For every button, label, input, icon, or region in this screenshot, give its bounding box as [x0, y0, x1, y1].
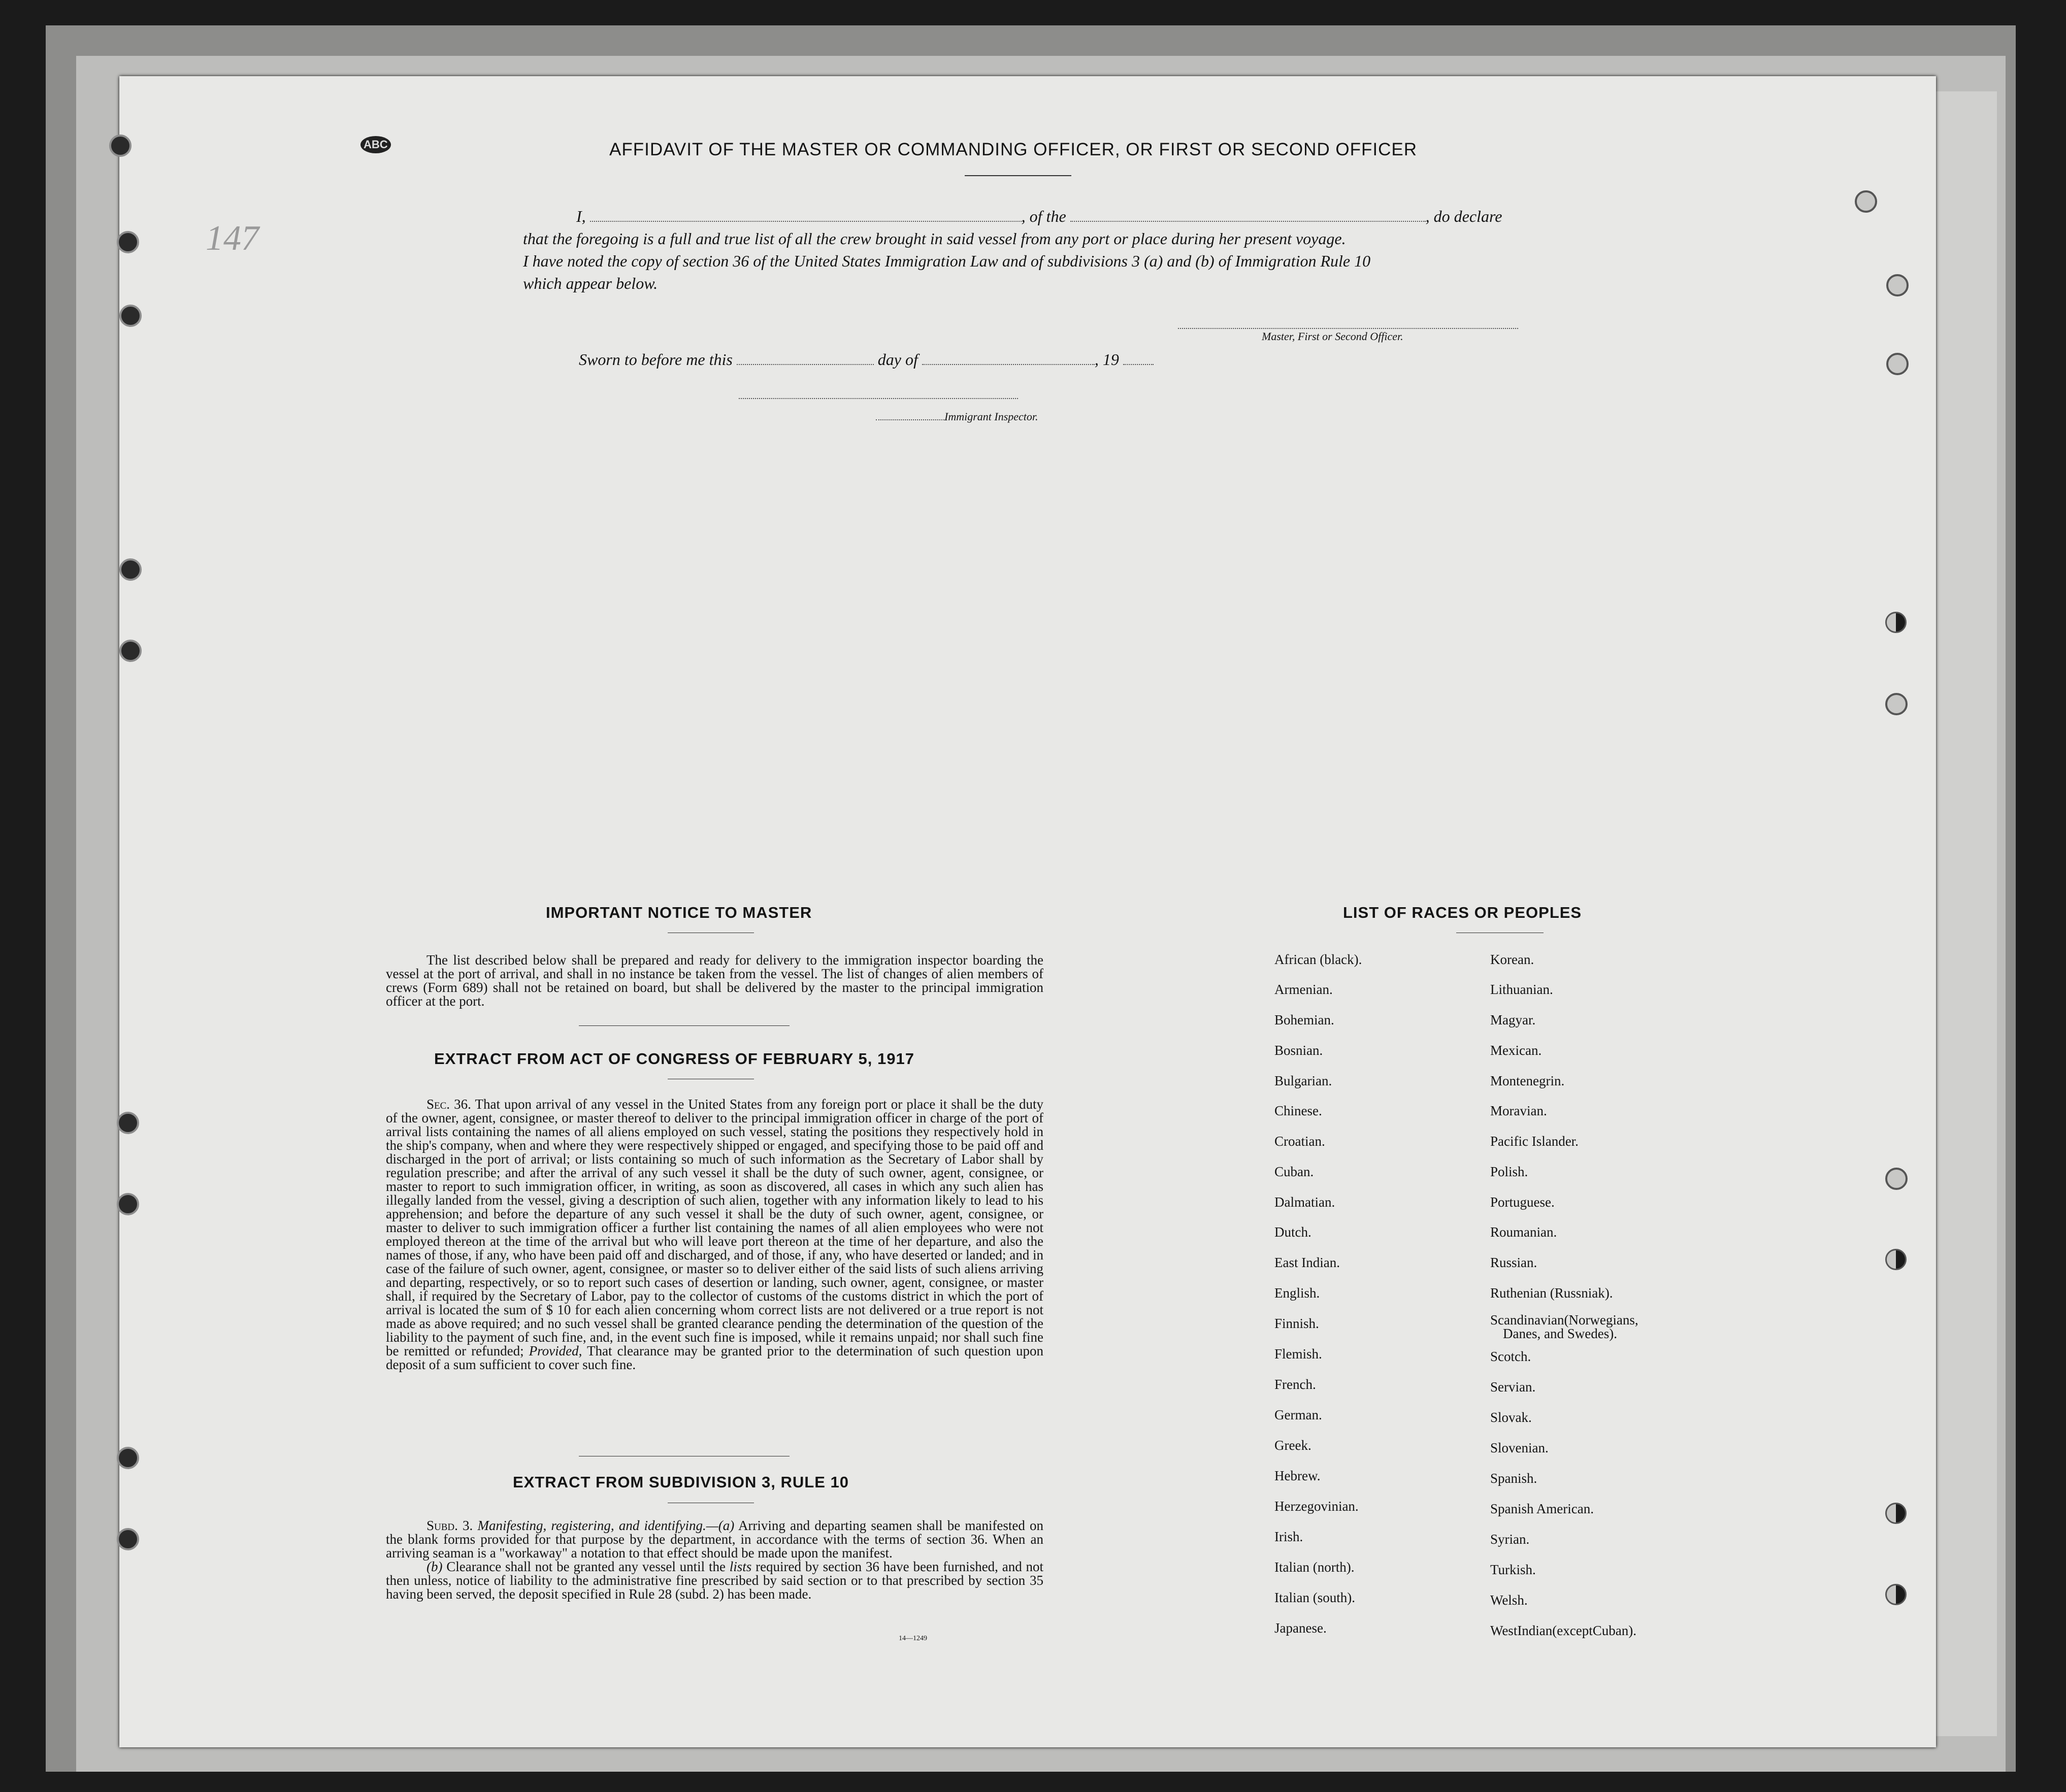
race-item: Turkish.: [1490, 1562, 1536, 1577]
race-item: Slovak.: [1490, 1410, 1532, 1425]
race-item: Italian (north).: [1274, 1559, 1355, 1575]
binder-hole-icon: [119, 640, 142, 662]
affidavit-line1: [576, 207, 1502, 226]
binder-hole-icon: [1885, 1584, 1907, 1605]
race-item: English.: [1274, 1285, 1320, 1301]
binder-hole-icon: [117, 1528, 139, 1550]
race-item: Lithuanian.: [1490, 982, 1553, 997]
rule-title: EXTRACT FROM SUBDIVISION 3, RULE 10: [513, 1473, 849, 1491]
races-title: LIST OF RACES OR PEOPLES: [1343, 904, 1582, 921]
binder-hole-icon: [1885, 1249, 1907, 1270]
act-sec-label: Sec. 36.: [427, 1097, 471, 1112]
race-item: Bosnian.: [1274, 1043, 1323, 1058]
form-number: 14—1249: [899, 1635, 927, 1642]
race-item: Russian.: [1490, 1255, 1537, 1270]
race-item: French.: [1274, 1377, 1316, 1392]
race-item: Mexican.: [1490, 1043, 1542, 1058]
rule-text: [386, 1519, 1043, 1601]
race-item: Welsh.: [1490, 1592, 1528, 1608]
race-item: Italian (south).: [1274, 1590, 1355, 1605]
race-item: Montenegrin.: [1490, 1073, 1565, 1088]
race-item: Roumanian.: [1490, 1224, 1557, 1240]
act-body-end: That clearance may be granted prior to the determination of such question upon deposit of a sum sufficient to cover such fine.: [386, 1343, 1044, 1372]
race-item: Ruthenian (Russniak).: [1490, 1285, 1613, 1301]
race-item: WestIndian(exceptCuban).: [1490, 1623, 1636, 1638]
race-item: Bohemian.: [1274, 1012, 1334, 1027]
race-item: Magyar.: [1490, 1012, 1536, 1027]
affidavit-i-label: I,: [576, 207, 586, 225]
race-item: Spanish.: [1490, 1471, 1537, 1486]
sworn-year-label: , 19: [1094, 350, 1119, 369]
race-item: East Indian.: [1274, 1255, 1340, 1270]
race-item: Korean.: [1490, 952, 1534, 967]
race-item: Portuguese.: [1490, 1194, 1555, 1210]
race-item: Bulgarian.: [1274, 1073, 1332, 1088]
race-item: Armenian.: [1274, 982, 1333, 997]
race-item: Croatian.: [1274, 1134, 1325, 1149]
race-item: Japanese.: [1274, 1620, 1327, 1636]
binder-hole-icon: [1885, 1168, 1908, 1190]
manifest-page: [119, 76, 1936, 1747]
affidavit-declare-label: , do declare: [1425, 207, 1502, 225]
divider: [579, 1025, 790, 1026]
binder-hole-icon: [117, 1112, 139, 1134]
binder-hole-icon: [1886, 353, 1909, 375]
rule-paragraph-a: [386, 1519, 1043, 1560]
race-item: Scotch.: [1490, 1349, 1531, 1364]
sworn-line: [579, 350, 1154, 369]
affidavit-of-label: , of the: [1021, 207, 1066, 225]
binder-hole-icon: [117, 1193, 139, 1215]
rule-subd-heading: Manifesting, registering, and identifying.—(a): [477, 1518, 735, 1533]
race-item: Greek.: [1274, 1438, 1311, 1453]
act-provided-label: Provided,: [529, 1343, 582, 1358]
race-item: Hebrew.: [1274, 1468, 1321, 1483]
affidavit-line2: that the foregoing is a full and true list of all the crew brought in said vessel from any port or place during her present voyage.: [523, 229, 1346, 248]
affidavit-line4: which appear below.: [523, 274, 658, 292]
rule-b-label: (b): [427, 1559, 443, 1574]
sworn-prefix: Sworn to before me this: [579, 350, 733, 369]
race-item: Polish.: [1490, 1164, 1528, 1179]
race-item: Flemish.: [1274, 1346, 1322, 1362]
race-item: Dalmatian.: [1274, 1194, 1335, 1210]
notice-paragraph: The list described below shall be prepared and ready for delivery to the immigration inspector boarding the vessel at the port of arrival, and shall in no instance be taken from the vessel. The list of changes of alien members of crews (Form 689) shall not be retained on board, but shall be delivered by the master to the principal immigration officer at the port.: [386, 952, 1043, 1009]
officer-name-field[interactable]: [590, 212, 1022, 222]
race-item: Irish.: [1274, 1529, 1303, 1544]
binder-hole-icon: [117, 1447, 139, 1469]
race-item: Moravian.: [1490, 1103, 1547, 1118]
binder-hole-icon: [1885, 612, 1907, 633]
race-item: Dutch.: [1274, 1224, 1311, 1240]
rule-text-b-lists: lists: [729, 1559, 752, 1574]
binder-hole-icon: [1855, 190, 1877, 213]
race-item-continuation: Danes, and Swedes).: [1503, 1326, 1617, 1341]
rule-subd-label: Subd. 3.: [427, 1518, 473, 1533]
binder-hole-icon: [119, 305, 142, 327]
act-text: [386, 1098, 1043, 1372]
races-list: [1274, 952, 1731, 1642]
race-item: Scandinavian(Norwegians,: [1490, 1312, 1638, 1328]
notice-text: [386, 953, 1043, 1008]
binder-hole-icon: [1885, 693, 1908, 715]
sworn-day-field[interactable]: [737, 355, 874, 365]
divider: [965, 175, 1071, 176]
act-title: EXTRACT FROM ACT OF CONGRESS OF FEBRUARY 5, 1917: [434, 1050, 914, 1068]
race-item: Herzegovinian.: [1274, 1499, 1359, 1514]
inspector-signature-field[interactable]: [739, 389, 1018, 399]
race-item: German.: [1274, 1407, 1322, 1422]
notice-title: IMPORTANT NOTICE TO MASTER: [546, 904, 812, 921]
race-item: Cuban.: [1274, 1164, 1314, 1179]
binder-hole-icon: [117, 231, 139, 253]
rule-text-a: Arriving and departing seamen shall be manifested on the blank forms provided for that purpose by the department, in accordance with the terms of section 36. When an arriving seaman is a "workaway" a notation to that effect should be made upon the manifest.: [386, 1518, 1044, 1561]
binder-hole-icon: [109, 135, 132, 157]
page-right-edge: [1936, 91, 1997, 1736]
signature-field[interactable]: [1178, 319, 1518, 329]
binder-hole-icon: [119, 558, 142, 581]
inspector-line: [876, 410, 1038, 423]
race-item: Finnish.: [1274, 1316, 1319, 1331]
rule-paragraph-b: [386, 1560, 1043, 1601]
act-body: That upon arrival of any vessel in the United States from any foreign port or place it shall be the duty of the owner, agent, consignee, or master thereof to deliver to the principal immigration officer in charge of the port of arrival lists containing the names of all aliens employed on such vessel, stating the positions they respectively hold in the ship's company, when and where they were respectively shipped or engaged, and specifying those to be paid off and discharged in the port of arrival; or lists containing so much of such information as the Secretary of Labor shall by regulation prescribe; and after the arrival of any such vessel it shall be the duty of such owner, agent, consignee, or master to report to such immigration officer, in writing, as soon as discovered, all cases in which any such alien has illegally landed from the vessel, giving a description of such alien, together with any information likely to lead to his apprehension; and before the departure of any such vessel it shall be the duty of such owner, agent, consignee, or master to deliver to such immigration officer a further list containing the names of all alien employees who were not employed thereon at the time of the arrival but who will leave port thereon at the time of her departure, and also the names of those, if any, who have been paid off and discharged, and of those, if any, who have deserted or landed; and in case of the failure of such owner, agent, consignee, or master so to deliver either of the said lists of such aliens arriving and departing, respectively, or so to report such cases of desertion or landing, such owner, agent, consignee, or master shall, if required by the Secretary of Labor, pay to the collector of customs of the customs district in which the port of arrival is located the sum of $ 10 for each alien concerning whom correct lists are not delivered or a true report is not made as above required; and no such vessel shall be granted clearance pending the determination of the question of the liability to the payment of such fine, and, in the event such fine is imposed, while it remains unpaid; nor shall such fine be remitted or refunded;: [386, 1097, 1044, 1358]
race-item: Servian.: [1490, 1379, 1536, 1395]
affidavit-line3: I have noted the copy of section 36 of the United States Immigration Law and of subdivisions 3 (a) and (b) of Immigration Rule 10: [523, 252, 1371, 270]
sworn-month-field[interactable]: [922, 355, 1095, 365]
binder-hole-icon: [1886, 274, 1909, 296]
inspector-dots: [876, 412, 944, 420]
race-item: Syrian.: [1490, 1532, 1530, 1547]
sworn-year-field[interactable]: [1123, 355, 1154, 365]
binder-hole-icon: [1885, 1503, 1907, 1524]
sworn-day-label: day of: [877, 350, 918, 369]
rule-text-b2: required by section 36 have been furnished, and not then unless, notice of liability to the administrative fine prescribed by said section or to that prescribed by section 35 having been served, the deposit specified in Rule 28 (subd. 2) has been made.: [386, 1559, 1044, 1602]
affidavit-title: AFFIDAVIT OF THE MASTER OR COMMANDING OFFICER, OR FIRST OR SECOND OFFICER: [609, 140, 1418, 159]
inspector-caption: Immigrant Inspector.: [944, 410, 1038, 423]
stamp-mark: ABC: [360, 136, 391, 153]
race-item: Chinese.: [1274, 1103, 1322, 1118]
race-item: Slovenian.: [1490, 1440, 1549, 1455]
vessel-name-field[interactable]: [1070, 212, 1426, 222]
race-item: Spanish American.: [1490, 1501, 1594, 1516]
rule-text-b1: Clearance shall not be granted any vessel until the: [446, 1559, 726, 1574]
race-item: Pacific Islander.: [1490, 1134, 1579, 1149]
act-paragraph: [386, 1098, 1043, 1372]
handwritten-page-number: 147: [206, 219, 259, 258]
race-item: African (black).: [1274, 952, 1362, 967]
signature-caption: Master, First or Second Officer.: [1262, 330, 1403, 343]
